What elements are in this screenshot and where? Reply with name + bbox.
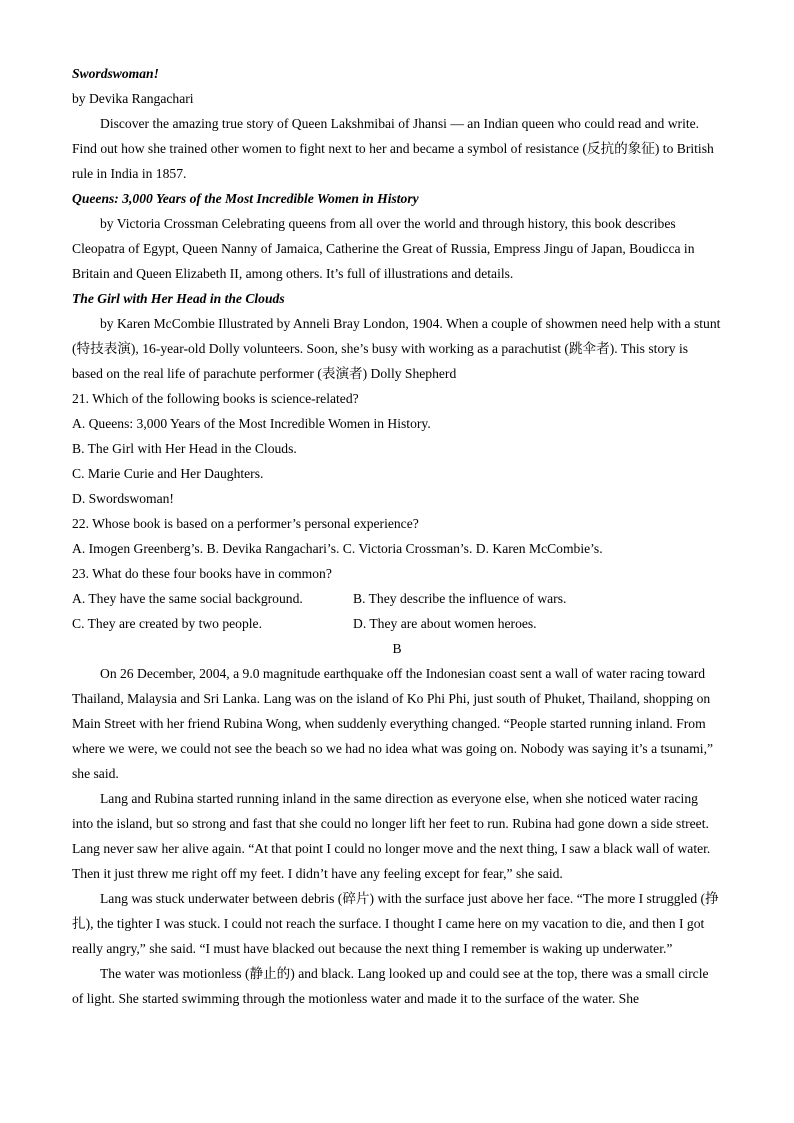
book-title-swordswoman: Swordswoman! (72, 66, 159, 81)
book-byline-swordswoman: by Devika Rangachari (72, 91, 194, 106)
question-23-stem: 23. What do these four books have in common? (72, 566, 332, 581)
question-23-options-row-2 (72, 611, 722, 636)
question-21-option-a: A. Queens: 3,000 Years of the Most Incredible Women in History. (72, 416, 431, 431)
section-b-paragraph: On 26 December, 2004, a 9.0 magnitude earthquake off the Indonesian coast sent a wall of water racing toward Thailand, Malaysia and Sri Lanka. Lang was on the island of Ko Phi Phi, just south of Phuket, Thailand, shopping on Main Street with her friend Rubina Wong, when suddenly everything changed. “People started running inland. From where we were, we could not see the beach so we had no idea what was going on. Nobody was saying it’s a tsunami,” she said. (72, 666, 713, 781)
question-21-stem: 21. Which of the following books is science-related? (72, 391, 359, 406)
section-b-paragraph: Lang and Rubina started running inland in the same direction as everyone else, when she noticed water racing into the island, but so strong and fast that she could no longer lift her feet to run. Rubina had gone down a side street. Lang never saw her alive again. “At that point I could no longer move and the next thing, I saw a black wall of water. Then it just threw me right off my feet. I didn’t have any feeling except for fear,” she said. (72, 791, 711, 881)
section-b-paragraph: The water was motionless (静止的) and black. Lang looked up and could see at the top, there was a small circle of light. She started swimming through the motionless water and made it to the surface of the water. She (72, 966, 709, 1006)
section-b-heading: B (392, 641, 402, 656)
document-page (72, 61, 722, 1011)
book-title-queens: Queens: 3,000 Years of the Most Incredible Women in History (72, 191, 419, 206)
question-23-option-b: B. They describe the influence of wars. (353, 591, 567, 606)
question-21-option-c: C. Marie Curie and Her Daughters. (72, 466, 264, 481)
book-title-girl-clouds: The Girl with Her Head in the Clouds (72, 291, 285, 306)
section-b-paragraph: Lang was stuck underwater between debris (碎片) with the surface just above her face. “The more I struggled (挣扎), the tighter I was stuck. I could not reach the surface. I thought I came here on my vacation to die, and then I got really angry,” she said. “I must have blacked out because the next thing I remember is waking up underwater.” (72, 891, 719, 956)
question-22-stem: 22. Whose book is based on a performer’s personal experience? (72, 516, 419, 531)
question-23-option-a: A. They have the same social background. (72, 591, 303, 606)
book-description-girl-clouds: by Karen McCombie Illustrated by Anneli Bray London, 1904. When a couple of showmen need help with a stunt (特技表演), 16-year-old Dolly volunteers. Soon, she’s busy with working as a parachutist (跳伞者). This story is based on the real life of parachute performer (表演者) Dolly Shepherd (72, 316, 721, 381)
question-22-options: A. Imogen Greenberg’s. B. Devika Rangachari’s. C. Victoria Crossman’s. D. Karen McCombie’s. (72, 541, 603, 556)
question-23-options-row-1 (72, 586, 722, 611)
book-description-swordswoman: Discover the amazing true story of Queen Lakshmibai of Jhansi — an Indian queen who could read and write. Find out how she trained other women to fight next to her and became a symbol of resistance (反抗的象征) to British rule in India in 1857. (72, 116, 714, 181)
question-23-option-d: D. They are about women heroes. (353, 616, 537, 631)
book-description-queens: by Victoria Crossman Celebrating queens from all over the world and through history, this book describes Cleopatra of Egypt, Queen Nanny of Jamaica, Catherine the Great of Russia, Empress Jingu of Japan, Boudicca in Britain and Queen Elizabeth II, among others. It’s full of illustrations and details. (72, 216, 695, 281)
question-21-option-d: D. Swordswoman! (72, 491, 174, 506)
question-23-option-c: C. They are created by two people. (72, 616, 262, 631)
question-21-option-b: B. The Girl with Her Head in the Clouds. (72, 441, 297, 456)
